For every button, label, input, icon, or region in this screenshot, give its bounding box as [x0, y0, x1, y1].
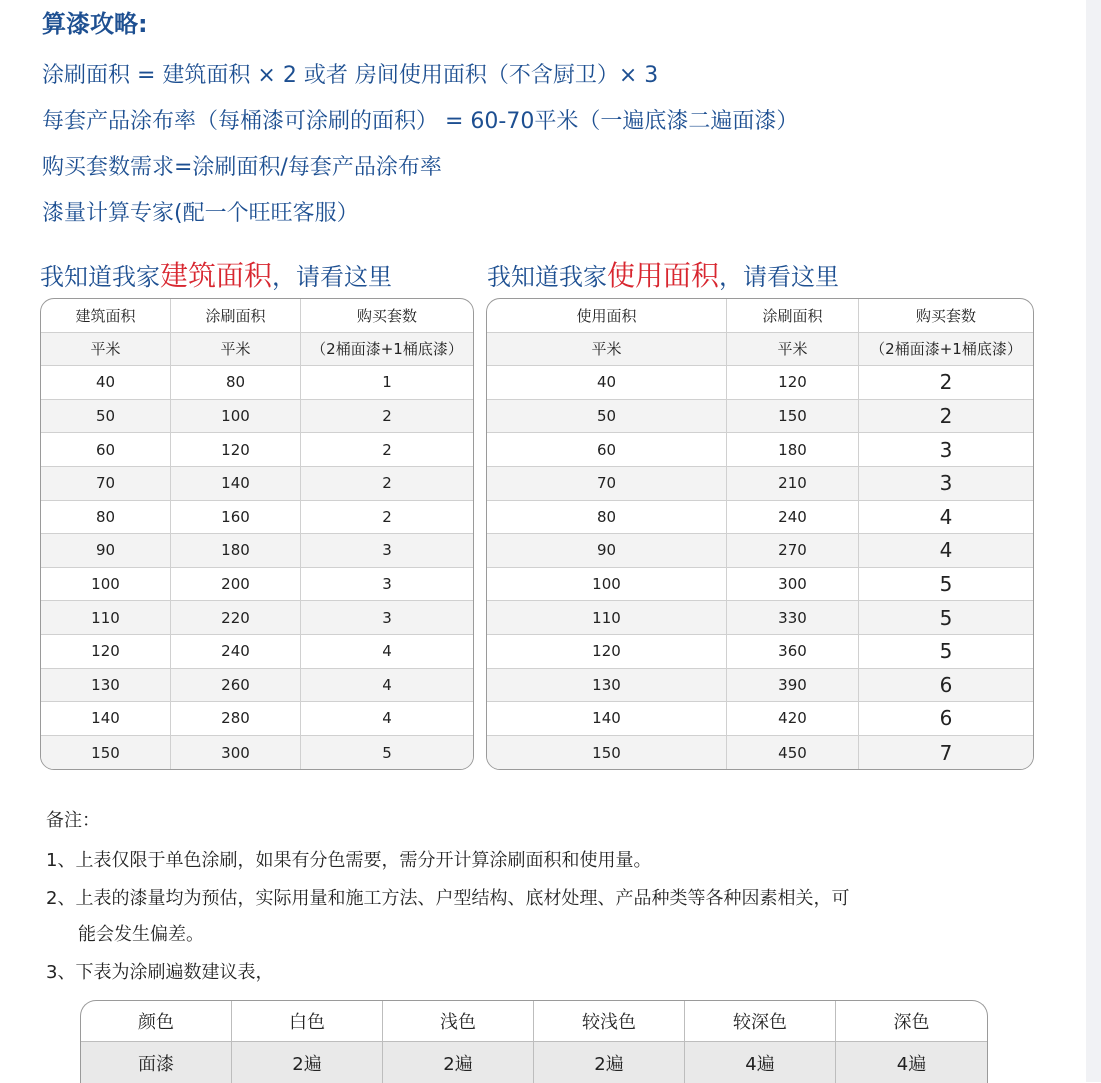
table-cell: 100 [171, 400, 301, 433]
table-row [41, 635, 473, 669]
coat-header-cell: 较深色 [685, 1001, 836, 1041]
right-section-title: 我知道我家使用面积，请看这里 [487, 259, 840, 292]
table-cell: 330 [727, 601, 859, 634]
table-cell: 5 [382, 743, 392, 762]
table-cell: 2 [382, 440, 392, 459]
table-cell: 6 [939, 672, 953, 697]
table-cell: 120 [727, 366, 859, 399]
table-cell: 涂刷面积 [171, 299, 301, 332]
table-row [487, 601, 1033, 635]
table-cell: 360 [727, 635, 859, 668]
table-cell: 60 [487, 433, 727, 466]
table-row [487, 736, 1033, 770]
table-row [487, 702, 1033, 736]
table-cell: 4 [382, 709, 392, 728]
table-cell: 60 [41, 433, 171, 466]
table-cell: 300 [171, 736, 301, 770]
table-cell: 平米 [727, 333, 859, 366]
table-cell: 70 [41, 467, 171, 500]
coat-header-cell: 较浅色 [534, 1001, 685, 1041]
table-cell: 180 [727, 433, 859, 466]
formula-line-1: 涂刷面积 = 建筑面积 × 2 或者 房间使用面积（不含厨卫）× 3 [42, 63, 659, 88]
coat-cell: 4遍 [685, 1042, 836, 1083]
table-cell: 3 [939, 471, 953, 496]
table-cell: 140 [41, 702, 171, 735]
table-cell: 130 [41, 669, 171, 702]
table-cell: 2 [382, 407, 392, 426]
table-cell: 220 [171, 601, 301, 634]
table-row [487, 534, 1033, 568]
left-title-highlight: 建筑面积 [160, 259, 273, 292]
table-cell: 5 [939, 605, 953, 630]
table-row [487, 467, 1033, 501]
table-cell: 70 [487, 467, 727, 500]
table-cell: 210 [727, 467, 859, 500]
formula-line-2: 每套产品涂布率（每桶漆可涂刷的面积） = 60-70平米（一遍底漆二遍面漆） [42, 109, 799, 134]
right-title-highlight: 使用面积 [607, 259, 720, 292]
coat-table-row [81, 1042, 987, 1083]
usable-area-table [486, 298, 1034, 770]
table-cell: 3 [382, 541, 392, 560]
table-cell: 2 [382, 507, 392, 526]
table-row [487, 669, 1033, 703]
table-header-row [41, 299, 473, 333]
coat-cell: 面漆 [81, 1042, 232, 1083]
coat-header-cell: 颜色 [81, 1001, 232, 1041]
table-cell: 120 [171, 433, 301, 466]
table-cell: 建筑面积 [41, 299, 171, 332]
table-row [487, 568, 1033, 602]
table-row [41, 568, 473, 602]
table-cell: 110 [41, 601, 171, 634]
table-cell: 4 [939, 538, 953, 563]
coat-header-cell: 深色 [893, 1012, 930, 1033]
table-cell: 270 [727, 534, 859, 567]
remarks-title: 备注： [46, 810, 100, 831]
table-cell: 5 [939, 639, 953, 664]
table-cell: 使用面积 [487, 299, 727, 332]
table-cell: 2 [382, 474, 392, 493]
table-cell: 420 [727, 702, 859, 735]
table-unit-row [487, 333, 1033, 367]
table-cell: 100 [487, 568, 727, 601]
table-cell: 240 [171, 635, 301, 668]
remark-item-2-cont: 能会发生偏差。 [78, 924, 204, 945]
table-cell: 涂刷面积 [727, 299, 859, 332]
table-cell: 150 [41, 736, 171, 770]
table-row [41, 501, 473, 535]
table-cell: 150 [727, 400, 859, 433]
table-cell: 120 [487, 635, 727, 668]
coat-count-table [80, 1000, 988, 1083]
table-cell: 3 [939, 437, 953, 462]
table-cell: 1 [382, 373, 392, 392]
coat-cell: 2遍 [534, 1042, 685, 1083]
table-cell: 280 [171, 702, 301, 735]
table-cell: 50 [41, 400, 171, 433]
table-cell: 4 [382, 642, 392, 661]
table-cell: 2 [939, 370, 953, 395]
table-cell: 50 [487, 400, 727, 433]
table-row [41, 366, 473, 400]
table-cell: 7 [939, 740, 953, 765]
building-area-table [40, 298, 474, 770]
table-cell: 450 [727, 736, 859, 770]
calc-expert-link[interactable]: 漆量计算专家(配一个旺旺客服） [42, 201, 359, 226]
table-row [487, 433, 1033, 467]
table-row [41, 601, 473, 635]
table-row [41, 467, 473, 501]
table-cell: 2 [939, 404, 953, 429]
table-row [41, 702, 473, 736]
table-header-row [487, 299, 1033, 333]
table-cell: 平米 [41, 333, 171, 366]
remark-item-1: 1、上表仅限于单色涂刷，如果有分色需要，需分开计算涂刷面积和使用量。 [46, 850, 652, 871]
coat-header-cell: 浅色 [383, 1001, 534, 1041]
table-cell: 90 [41, 534, 171, 567]
table-cell: 300 [727, 568, 859, 601]
table-cell: （2桶面漆+1桶底漆） [311, 340, 463, 359]
table-cell: 200 [171, 568, 301, 601]
table-cell: 180 [171, 534, 301, 567]
table-row [41, 736, 473, 770]
table-cell: （2桶面漆+1桶底漆） [870, 340, 1022, 359]
table-cell: 100 [41, 568, 171, 601]
table-cell: 390 [727, 669, 859, 702]
table-cell: 80 [171, 366, 301, 399]
table-cell: 3 [382, 608, 392, 627]
table-cell: 4 [939, 504, 953, 529]
table-row [487, 366, 1033, 400]
coat-cell: 4遍 [896, 1053, 927, 1075]
table-cell: 购买套数 [356, 306, 417, 325]
table-cell: 购买套数 [915, 306, 976, 325]
table-row [41, 534, 473, 568]
table-cell: 160 [171, 501, 301, 534]
table-cell: 240 [727, 501, 859, 534]
table-cell: 40 [487, 366, 727, 399]
coat-table-header-row [81, 1001, 987, 1042]
table-row [487, 400, 1033, 434]
table-cell: 3 [382, 575, 392, 594]
table-unit-row [41, 333, 473, 367]
table-cell: 90 [487, 534, 727, 567]
table-cell: 平米 [487, 333, 727, 366]
table-cell: 140 [171, 467, 301, 500]
table-cell: 5 [939, 572, 953, 597]
table-row [41, 400, 473, 434]
table-cell: 80 [41, 501, 171, 534]
table-row [487, 635, 1033, 669]
table-cell: 4 [382, 675, 392, 694]
table-row [41, 669, 473, 703]
left-section-title: 我知道我家建筑面积，请看这里 [40, 259, 393, 292]
coat-cell: 2遍 [232, 1042, 383, 1083]
table-cell: 80 [487, 501, 727, 534]
coat-header-cell: 白色 [232, 1001, 383, 1041]
table-cell: 平米 [171, 333, 301, 366]
table-cell: 6 [939, 706, 953, 731]
remark-item-3: 3、下表为涂刷遍数建议表， [46, 962, 274, 983]
table-cell: 150 [487, 736, 727, 770]
table-row [41, 433, 473, 467]
remark-item-2: 2、上表的漆量均为预估，实际用量和施工方法、户型结构、底材处理、产品种类等各种因素相关，可 [46, 888, 850, 909]
table-cell: 140 [487, 702, 727, 735]
table-cell: 260 [171, 669, 301, 702]
table-cell: 130 [487, 669, 727, 702]
coat-cell: 2遍 [383, 1042, 534, 1083]
table-cell: 120 [41, 635, 171, 668]
table-row [487, 501, 1033, 535]
page-title: 算漆攻略: [42, 10, 148, 38]
right-edge-strip [1086, 0, 1101, 1082]
table-cell: 110 [487, 601, 727, 634]
table-cell: 40 [41, 366, 171, 399]
formula-line-3: 购买套数需求=涂刷面积/每套产品涂布率 [42, 155, 442, 180]
